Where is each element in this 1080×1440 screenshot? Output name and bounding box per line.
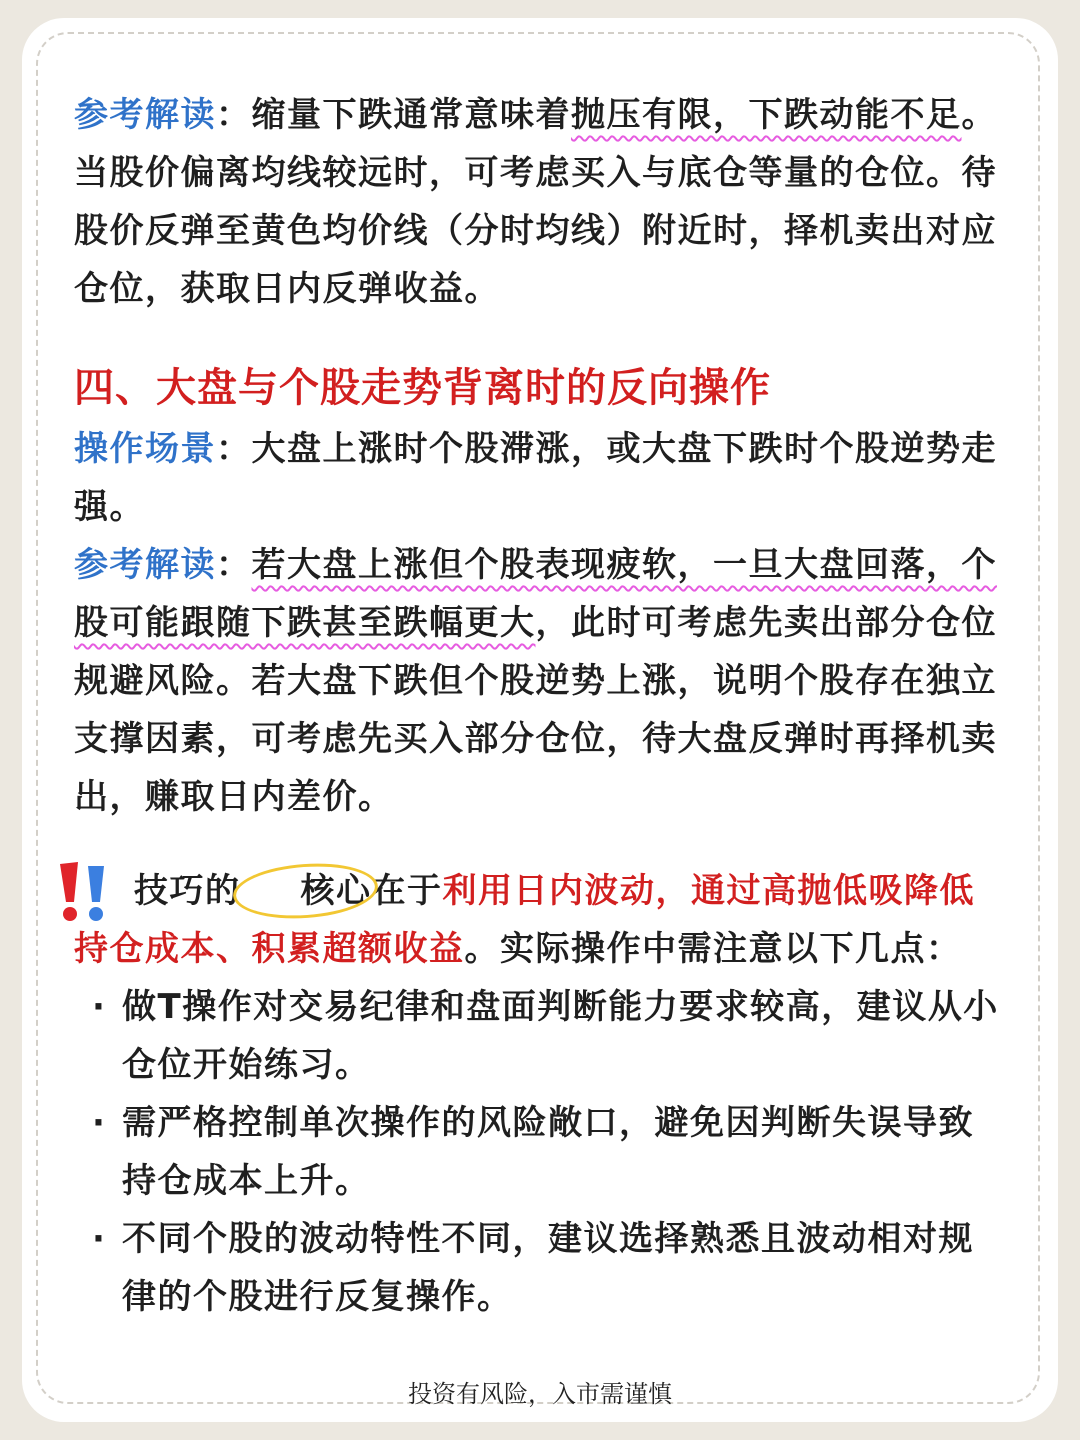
tips-list	[74, 978, 1004, 1326]
bullet-dot: ·	[92, 1219, 107, 1259]
list-item: · 需严格控制单次操作的风险敞口，避免因判断失误导致持仓成本上升。	[74, 1094, 1004, 1210]
interpretation-label: 参考解读	[74, 545, 216, 585]
section3-interpretation: 参考解读：缩量下跌通常意味着抛压有限，下跌动能不足。当股价偏离均线较远时，可考虑买入与底仓等量的仓位。待股价反弹至黄色均价线（分时均线）附近时，择机卖出对应仓位，获取日内反弹收益。	[74, 95, 997, 309]
double-exclamation-icon	[52, 856, 124, 928]
key-point: 利用日内波动，通过高抛低吸降低持仓成本、积累超额收益	[74, 871, 975, 969]
circled-keyword: 核心	[241, 862, 372, 920]
list-item: · 做T操作对交易纪律和盘面判断能力要求较高，建议从小仓位开始练习。	[74, 978, 1004, 1094]
risk-disclaimer: 投资有风险，入市需谨慎	[408, 1380, 672, 1408]
section4-heading: 四、大盘与个股走势背离时的反向操作	[74, 365, 771, 411]
list-item: · 不同个股的波动特性不同，建议选择熟悉且波动相对规律的个股进行反复操作。	[74, 1210, 1004, 1326]
section4-scene: 操作场景：大盘上涨时个股滞涨，或大盘下跌时个股逆势走强。	[74, 429, 997, 527]
article-body	[74, 86, 1004, 1326]
tips-block	[74, 862, 1004, 1326]
section4-interpretation: 参考解读：若大盘上涨但个股表现疲软，一旦大盘回落，个股可能跟随下跌甚至跌幅更大，此时可考虑先卖出部分仓位规避风险。若大盘下跌但个股逆势上涨，说明个股存在独立支撑因素，可考虑先买入部分仓位，待大盘反弹时再择机卖出，赚取日内差价。	[74, 545, 997, 817]
tips-intro: 技巧的 核心在于利用日内波动，通过高抛低吸降低持仓成本、积累超额收益。实际操作中需注意以下几点：	[74, 862, 1004, 978]
scene-label: 操作场景	[74, 429, 216, 469]
highlighted-phrase: 抛压有限，下跌动能不足	[571, 95, 962, 135]
interpretation-label: 参考解读	[74, 95, 216, 135]
bullet-dot: ·	[92, 987, 107, 1027]
bullet-dot: ·	[92, 1103, 107, 1143]
highlighted-phrase: 若大盘上涨但个股表现疲软，一旦大盘回落，个股可能跟随下跌甚至跌幅更大	[74, 545, 997, 643]
